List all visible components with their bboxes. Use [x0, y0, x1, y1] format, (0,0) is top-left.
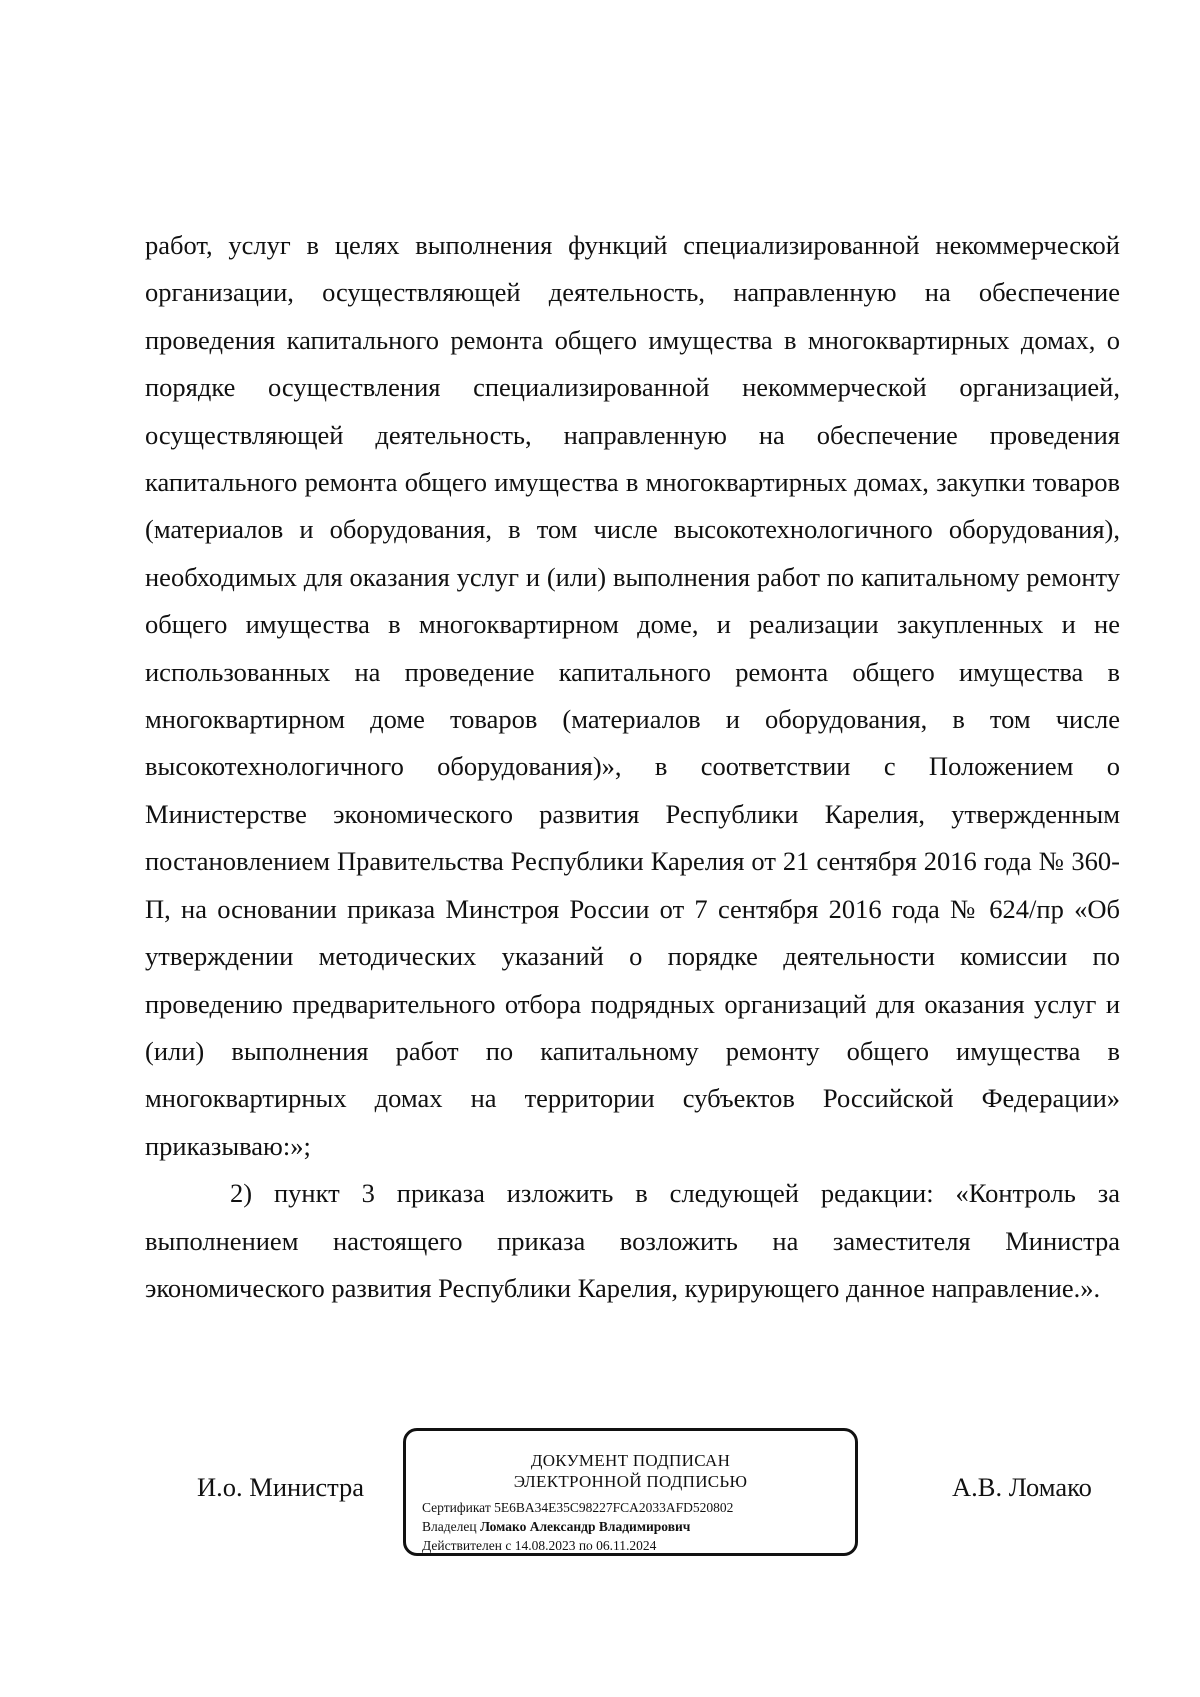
stamp-valid-from-label: с	[505, 1538, 512, 1553]
stamp-valid-from: 14.08.2023	[514, 1538, 576, 1553]
stamp-title-line-1: ДОКУМЕНТ ПОДПИСАН	[530, 1451, 731, 1470]
stamp-owner-value: Ломако Александр Владимирович	[479, 1519, 691, 1534]
stamp-owner	[422, 1519, 690, 1535]
stamp-validity	[422, 1538, 656, 1554]
stamp-valid-to: 06.11.2024	[596, 1538, 657, 1553]
signatory-position: И.о. Министра	[197, 1472, 365, 1502]
stamp-certificate-label: Сертификат	[422, 1500, 491, 1515]
document-body	[145, 222, 1120, 1312]
electronic-signature-stamp	[403, 1428, 858, 1556]
stamp-certificate-value: 5E6BA34E35C98227FCA2033AFD520802	[494, 1500, 734, 1515]
paragraph-1: работ, услуг в целях выполнения функций специализированной некоммерческой организации, осуществляющей деятельность, направленную на обеспечение проведения капитального ремонта общего имущества в многоквартирных домах, о порядке осуществления специализированной некоммерческой организацией, осуществляющей деятельность, направленную на обеспечение проведения капитального ремонта общего имущества в многоквартирных домах, закупки товаров (материалов и оборудования, в том числе высокотехнологичного оборудования), необходимых для оказания услуг и (или) выполнения работ по капитальному ремонту общего имущества в многоквартирном доме, и реализации закупленных и не использованных на проведение капитального ремонта общего имущества в многоквартирном доме товаров (материалов и оборудования, в том числе высокотехнологичного оборудования)», в соответствии с Положением о Министерстве экономического развития Республики Карелия, утвержденным постановлением Правительства Республики Карелия от 21 сентября 2016 года № 360-П, на основании приказа Минстроя России от 7 сентября 2016 года № 624/пр «Об утверждении методических указаний о порядке деятельности комиссии по проведению предварительного отбора подрядных организаций для оказания услуг и (или) выполнения работ по капитальному ремонту общего имущества в многоквартирных домах на территории субъектов Российской Федерации» приказываю:»;	[145, 230, 1120, 1161]
stamp-title-line-2: ЭЛЕКТРОННОЙ ПОДПИСЬЮ	[513, 1472, 748, 1491]
stamp-certificate	[422, 1500, 733, 1516]
stamp-valid-to-label: по	[578, 1538, 593, 1553]
stamp-owner-label: Владелец	[422, 1519, 477, 1534]
paragraph-2: 2) пункт 3 приказа изложить в следующей редакции: «Контроль за выполнением настоящего приказа возложить на заместителя Министра экономического развития Республики Карелия, курирующего данное направление.».	[145, 1178, 1120, 1303]
stamp-valid-label: Действителен	[422, 1538, 502, 1553]
signatory-name: А.В. Ломако	[952, 1472, 1092, 1502]
